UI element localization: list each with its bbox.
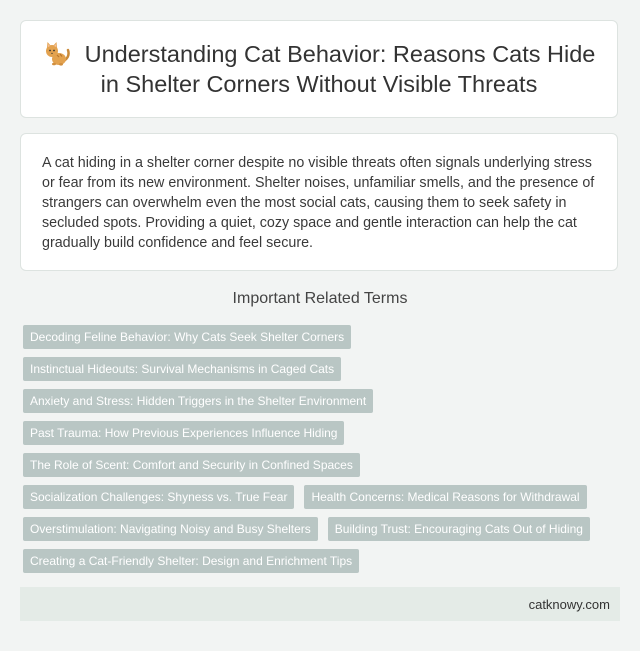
related-term-tag[interactable]: Past Trauma: How Previous Experiences Influence Hiding [23,421,344,445]
tag-row [23,549,623,573]
related-term-tag[interactable]: Instinctual Hideouts: Survival Mechanisms in Caged Cats [23,357,341,381]
title-card [20,20,618,118]
related-terms-heading: Important Related Terms [232,290,408,307]
related-term-tag[interactable]: Overstimulation: Navigating Noisy and Busy Shelters [23,517,318,541]
related-term-tag[interactable]: The Role of Scent: Comfort and Security in Confined Spaces [23,453,360,477]
footer [20,587,620,621]
tag-row [23,389,623,413]
cat-icon [43,40,71,66]
related-term-tag[interactable]: Creating a Cat-Friendly Shelter: Design and Enrichment Tips [23,549,359,573]
tag-row [23,453,623,477]
summary-card [20,133,618,271]
related-term-tag[interactable]: Decoding Feline Behavior: Why Cats Seek Shelter Corners [23,325,351,349]
related-terms-list [23,325,623,581]
tag-row [23,421,623,445]
related-term-tag[interactable]: Anxiety and Stress: Hidden Triggers in the Shelter Environment [23,389,373,413]
related-term-tag[interactable]: Socialization Challenges: Shyness vs. True Fear [23,485,294,509]
tag-row [23,485,623,509]
tag-row [23,517,623,541]
summary-text: A cat hiding in a shelter corner despite no visible threats often signals underlying stress or fear from its new environment. Shelter noises, unfamiliar smells, and the presence of strangers can overwhelm even the most social cats, causing them to seek safety in secluded spots. Providing a quiet, cozy space and gentle interaction can help the cat gradually build confidence and feel secure. [42,155,595,251]
footer-site-link[interactable]: catknowy.com [528,596,610,612]
related-term-tag[interactable]: Building Trust: Encouraging Cats Out of Hiding [328,517,590,541]
tag-row [23,325,623,349]
related-term-tag[interactable]: Health Concerns: Medical Reasons for Withdrawal [304,485,586,509]
page-title [21,39,617,99]
tag-row [23,357,623,381]
page-title-text: Understanding Cat Behavior: Reasons Cats Hide in Shelter Corners Without Visible Threats [84,41,596,97]
